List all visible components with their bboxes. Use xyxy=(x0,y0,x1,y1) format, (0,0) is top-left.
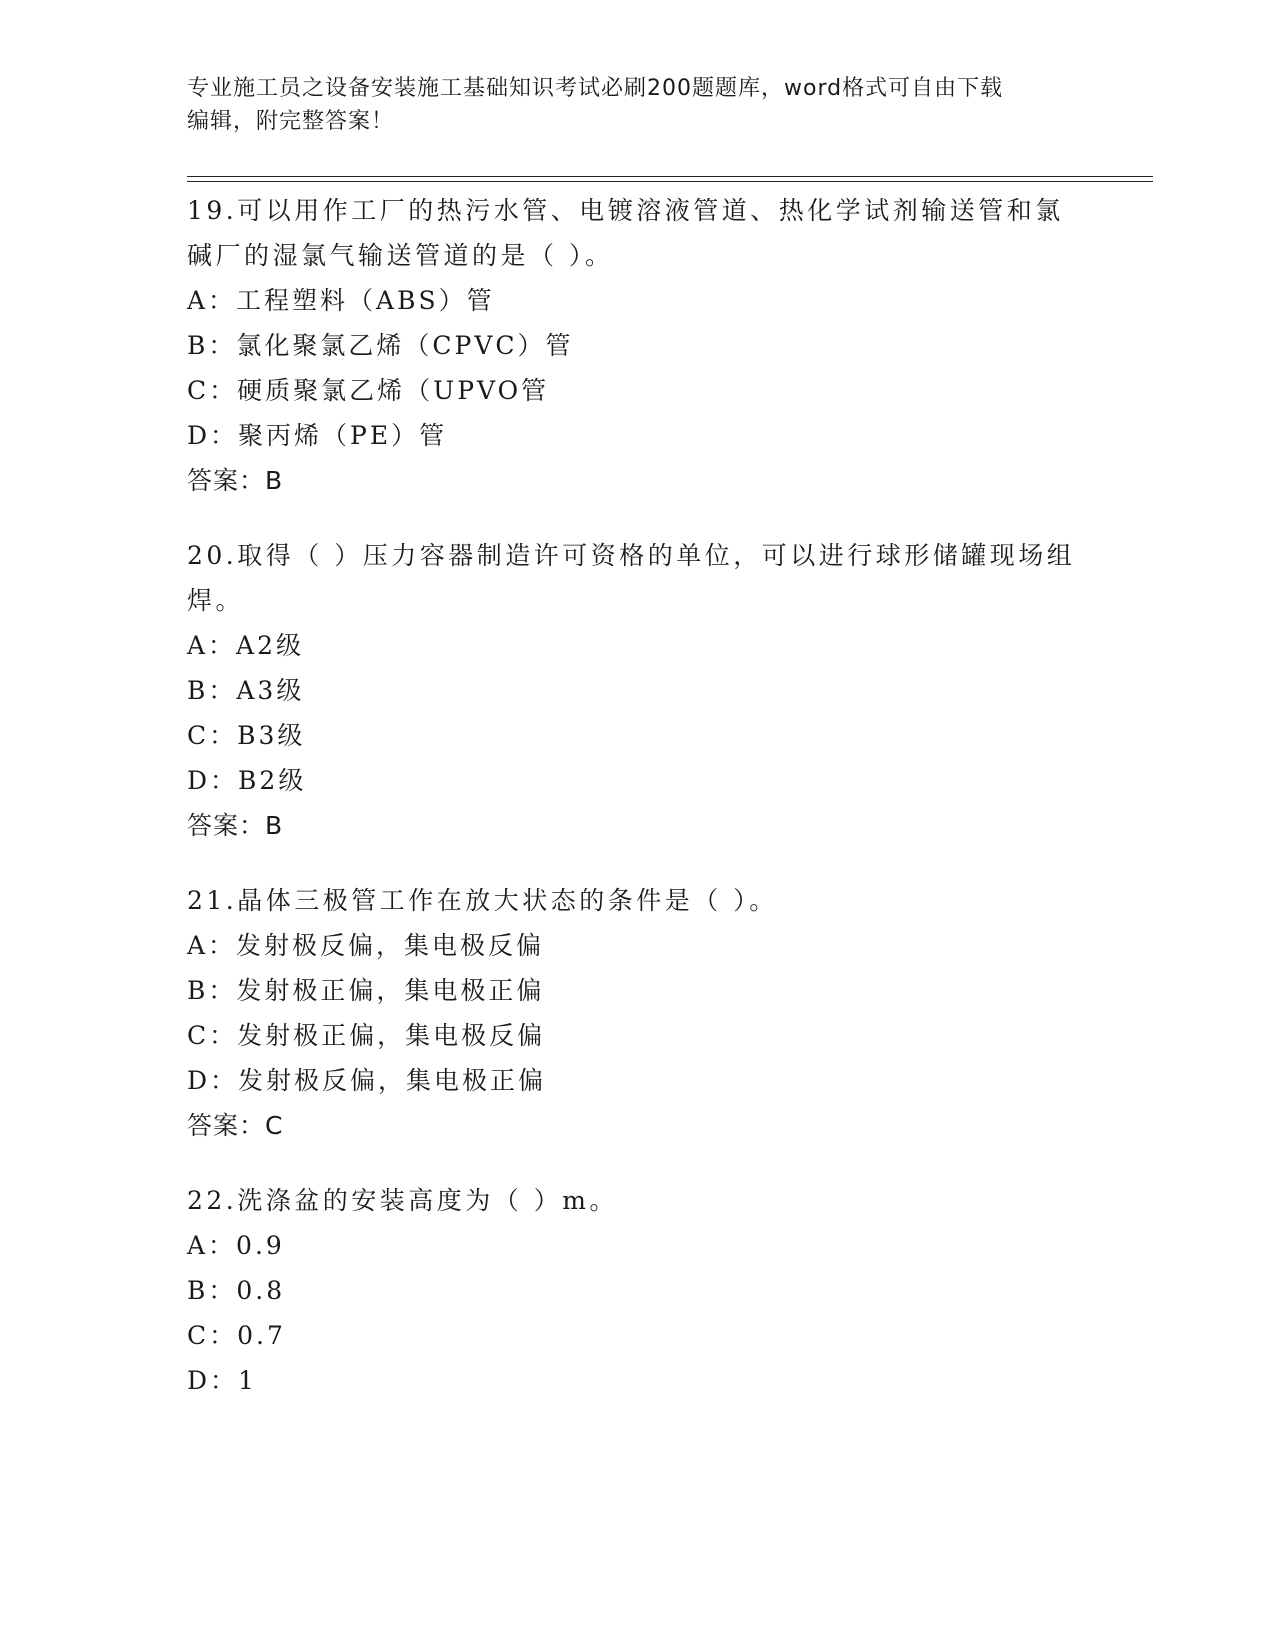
header-line-2: 编辑，附完整答案！ xyxy=(187,109,395,134)
question-item xyxy=(187,533,1087,848)
option-a: A：A2级 xyxy=(187,631,305,660)
option-d: D：聚丙烯（PE）管 xyxy=(187,421,448,450)
question-text: 20.取得（ ）压力容器制造许可资格的单位，可以进行球形储罐现场组焊。 xyxy=(187,541,1076,615)
option-a: A：工程塑料（ABS）管 xyxy=(187,286,495,315)
option-b: B：氯化聚氯乙烯（CPVC）管 xyxy=(187,331,574,360)
question-item xyxy=(187,878,1087,1148)
answer-line: 答案：B xyxy=(187,466,284,495)
question-item xyxy=(187,1178,1087,1403)
option-b: B：发射极正偏，集电极正偏 xyxy=(187,976,545,1005)
question-item xyxy=(187,188,1087,503)
option-c: C：发射极正偏，集电极反偏 xyxy=(187,1021,546,1050)
header-line-1: 专业施工员之设备安装施工基础知识考试必刷200题题库，word格式可自由下载 xyxy=(187,76,1004,101)
option-d: D：发射极反偏，集电极正偏 xyxy=(187,1066,547,1095)
header-divider-top xyxy=(187,176,1153,177)
option-d: D：B2级 xyxy=(187,766,307,795)
option-c: C：B3级 xyxy=(187,721,306,750)
question-text: 19.可以用作工厂的热污水管、电镀溶液管道、热化学试剂输送管和氯碱厂的湿氯气输送管道的是（ ）。 xyxy=(187,196,1064,270)
question-text: 22.洗涤盆的安装高度为（ ）m。 xyxy=(187,1186,618,1215)
answer-line: 答案：B xyxy=(187,811,284,840)
option-a: A：0.9 xyxy=(187,1231,285,1260)
question-list xyxy=(187,188,1087,1433)
option-d: D：1 xyxy=(187,1366,257,1395)
header-divider-bottom xyxy=(187,181,1153,182)
answer-line: 答案：C xyxy=(187,1111,284,1140)
option-b: B：A3级 xyxy=(187,676,305,705)
option-c: C：硬质聚氯乙烯（UPVO管 xyxy=(187,376,550,405)
option-b: B：0.8 xyxy=(187,1276,286,1305)
question-text: 21.晶体三极管工作在放大状态的条件是（ ）。 xyxy=(187,886,778,915)
document-header xyxy=(187,72,1067,138)
option-a: A：发射极反偏，集电极反偏 xyxy=(187,931,545,960)
option-c: C：0.7 xyxy=(187,1321,286,1350)
